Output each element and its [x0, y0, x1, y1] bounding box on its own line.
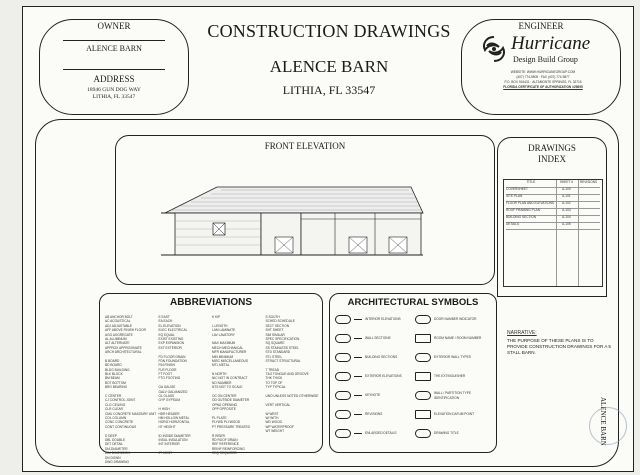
symbol-icon [335, 429, 351, 438]
abbreviation-item: ALT ALTERNATE [105, 341, 130, 346]
abbreviation-item: REQ REQUIRED [212, 451, 237, 456]
architectural-symbols-title: ARCHITECTURAL SYMBOLS [347, 297, 479, 308]
abbreviation-item: GYP GYPSUM [158, 398, 180, 403]
symbol-label: KEYNOTE [365, 393, 381, 398]
abbreviation-item: DWG DRAWING [105, 459, 129, 464]
address-label: ADDRESS [93, 74, 135, 84]
symbol-icon [415, 353, 431, 362]
abbreviation-item: AL ALUMINUM [105, 336, 127, 341]
abbreviation-item: WT WEIGHT [265, 429, 285, 434]
abbreviation-item: INT INTERIOR [158, 442, 180, 447]
abbreviation-item: W WEST [265, 411, 279, 416]
abbreviation-item: SCHED SCHEDULE [265, 319, 295, 324]
abbreviation-item: LAM LAMINATE [212, 328, 236, 333]
abbreviation-item: HDR HEADER [158, 411, 180, 416]
abbreviation-item: PT PRESSURE TREATED [212, 424, 250, 429]
symbol-icon [335, 372, 351, 381]
abbreviation-item: HT HEIGHT [158, 424, 176, 429]
symbol-icon [415, 410, 431, 419]
abbreviation-item: NIC NOT IN CONTRACT [212, 376, 248, 381]
abbreviation-item: ADJ ADJUSTABLE [105, 323, 133, 328]
abbreviation-item: FDN FOUNDATION [158, 358, 187, 363]
abbreviation-item: LAV LAVATORY [212, 332, 235, 337]
abbreviation-item: SIM SIMILAR [265, 332, 285, 337]
abbreviation-item: HORIZ HORIZONTAL [158, 420, 190, 425]
address-line-1: 18946 GUN DOG WAY [87, 87, 141, 93]
symbol-row-right [415, 334, 490, 343]
hurricane-logo-icon [479, 34, 509, 64]
abbreviation-item: DN DOWN [105, 455, 121, 460]
abbreviation-item: FT FOOT [158, 372, 173, 377]
symbol-label: THE EXTINGUISHER [434, 374, 466, 379]
project-location: LITHIA, FL 33547 [282, 83, 376, 97]
abbreviation-item: R RISER [212, 433, 225, 438]
symbol-row-left [335, 429, 396, 438]
symbol-row-left [335, 372, 402, 381]
abbreviation-item: SQ SQUARE [265, 341, 285, 346]
drawings-index-title-2: INDEX [538, 154, 566, 164]
abbreviation-item: STRUCT STRUCTURAL [265, 358, 301, 363]
abbreviation-item: K KIP [212, 315, 221, 319]
symbol-label: ROOM NAME / ROOM NUMBER [434, 336, 482, 341]
abbreviation-item: COL COLUMN [105, 415, 127, 420]
abbreviation-item: FD FLOOR DRAIN [158, 354, 186, 359]
symbol-label: EXTERIOR ELEVATIONS [365, 374, 402, 379]
abbreviation-item: CONC CONCRETE [105, 420, 134, 425]
abbreviation-item: OD OUTSIDE DIAMETER [212, 398, 250, 403]
table-row: SITE PLAN A-101 [506, 194, 600, 202]
abbreviation-item: OC ON CENTER [212, 394, 237, 399]
symbol-icon [335, 334, 351, 343]
abbreviation-item: WD WOOD [265, 420, 282, 425]
abbreviations-column [105, 315, 159, 464]
main-title: CONSTRUCTION DRAWINGS [207, 21, 451, 41]
abbreviation-item: MTL METAL [212, 363, 230, 368]
index-col-title: TITLE [526, 180, 536, 184]
abbreviations-column [212, 315, 266, 456]
abbreviation-item: NTS NOT TO SCALE [212, 385, 243, 390]
barn-elevation-drawing [161, 177, 423, 257]
symbol-row-right [415, 372, 490, 381]
abbreviation-item: REF REFERENCE [212, 442, 239, 447]
engineer-contact-4: FLORIDA CERTIFICATE OF AUTHORIZATION #29895 [503, 85, 583, 89]
leader-line-icon [354, 338, 362, 339]
abbreviation-item: EL ELEVATION [158, 323, 181, 328]
symbol-label: BUILDING SECTIONS [365, 355, 398, 360]
abbreviation-item: RD ROOF DRAIN [212, 437, 238, 442]
abbreviation-item: STD STANDARD [265, 350, 291, 355]
abbreviation-item: CMU CONCRETE MASONRY UNIT [105, 411, 157, 416]
symbol-label: DOOR NUMBER INDICATOR [434, 317, 477, 322]
engineer-contact-3: P.O. BOX 916431 · ALTAMONTE SPRINGS, FL 32716 [504, 80, 582, 84]
abbreviations-list [105, 315, 319, 464]
engineer-company: Hurricane [511, 33, 591, 54]
symbol-row-left [335, 353, 397, 362]
symbol-row-left [335, 334, 391, 343]
abbreviation-item: TYP TYPICAL [265, 385, 286, 390]
symbol-row-right [415, 391, 490, 400]
owner-label: OWNER [97, 21, 131, 31]
abbreviation-item: ID INSIDE DIAMETER [158, 433, 191, 438]
symbol-icon [415, 315, 431, 324]
drawings-index-table [503, 179, 603, 287]
abbreviation-item: DIM DIMENSION [105, 451, 130, 456]
abbreviation-item: VERT VERTICAL [265, 402, 291, 407]
symbol-row-right [415, 410, 490, 419]
abbreviation-item: GALV GALVANIZED [158, 389, 188, 394]
symbol-label: DRAWING TITLE [434, 431, 459, 436]
abbreviation-item: S SOUTH [265, 315, 280, 319]
abbreviation-item: OPNG OPENING [212, 402, 237, 407]
abbreviation-item: MFR MANUFACTURER [212, 350, 247, 355]
leader-line-icon [354, 376, 362, 377]
abbreviation-item: AGG AGGREGATE [105, 332, 133, 337]
abbreviation-item: STL STEEL [265, 354, 283, 359]
symbol-icon [335, 315, 351, 324]
abbreviation-item: JT JOINT [158, 451, 173, 456]
engineer-tagline: Design Build Group [513, 55, 578, 64]
abbreviation-item: BRG BEARING [105, 385, 128, 390]
abbreviations-title: ABBREVIATIONS [169, 297, 253, 308]
abbreviation-item: FIN FINISH [158, 363, 175, 368]
abbreviation-item: C CENTER [105, 394, 122, 399]
abbreviation-item: AC ACOUSTICAL [105, 319, 131, 324]
symbol-row-right [415, 315, 490, 324]
abbreviations-column [266, 315, 320, 434]
abbreviation-item: SHT SHEET [265, 328, 284, 333]
abbreviation-item: FTG FOOTING [158, 376, 181, 381]
engineer-contact-1: WEBSITE: WWW.HURRICANEGROUP.COM [510, 70, 576, 74]
abbreviation-item: MAX MAXIMUM [212, 341, 236, 346]
abbreviation-item: MISC MISCELLANEOUS [212, 358, 248, 363]
symbol-icon [415, 391, 431, 400]
symbol-icon [415, 429, 431, 438]
symbols-list [329, 313, 497, 449]
abbreviation-item: SECT SECTION [265, 323, 289, 328]
abbreviation-item: B BOARD [105, 358, 120, 363]
abbreviation-item: AB ANCHOR BOLT [105, 315, 133, 319]
abbreviation-item: WP WATERPROOF [265, 424, 294, 429]
abbreviation-item: INSUL INSULATION [158, 437, 188, 442]
leader-line-icon [354, 414, 362, 415]
seal-stamp [589, 407, 627, 445]
front-elevation-title: FRONT ELEVATION [264, 141, 346, 151]
abbreviation-item: DBL DOUBLE [105, 437, 126, 442]
abbreviation-item: THK THICK [265, 376, 283, 381]
abbreviation-item: EXT EXTERIOR [158, 345, 182, 350]
abbreviation-item: BLK BLOCK [105, 372, 123, 377]
abbreviation-item: MIN MINIMUM [212, 354, 234, 359]
abbreviation-item: D DEEP [105, 433, 117, 438]
owner-block [39, 19, 189, 115]
abbreviation-item: GL GLASS [158, 394, 175, 399]
owner-name: ALENCE BARN [86, 44, 142, 53]
engineer-label: ENGINEER [518, 21, 564, 31]
symbol-row-right [415, 353, 490, 362]
abbreviation-item: CLR CLEAR [105, 407, 123, 412]
side-sheet-label: ALENCE BARN [599, 397, 607, 446]
symbol-label: REVISIONS [365, 412, 383, 417]
abbreviation-item: H HIGH [158, 407, 170, 412]
abbreviation-item: N NORTH [212, 372, 227, 377]
abbreviation-item: OPP OPPOSITE [212, 407, 236, 412]
abbreviation-item: BD BOARD [105, 363, 122, 368]
abbreviation-item: BOT BOTTOM [105, 380, 126, 385]
abbreviation-item: NO NUMBER [212, 380, 232, 385]
symbol-label: ENLARGED DETAILS [365, 431, 397, 436]
symbol-label: WALL / PARTITION TYPE IDENTIFICATION [434, 391, 471, 400]
abbreviations-column [159, 315, 213, 456]
abbreviation-item: BLDG BUILDING [105, 367, 130, 372]
leader-line-icon [354, 357, 362, 358]
abbreviation-item: EA EACH [158, 319, 173, 324]
table-row: ROOF FRAMING PLAN A-103 [506, 208, 600, 216]
abbreviation-item: CONT CONTINUOUS [105, 424, 137, 429]
index-col-revisions: REVISIONS [579, 180, 598, 184]
drawing-sheet [22, 6, 634, 472]
symbol-label: INTERIOR ELEVATIONS [365, 317, 401, 322]
table-row: BUILDING SECTION A-104 [506, 215, 600, 223]
symbol-icon [415, 372, 431, 381]
abbreviation-item: BM BEAM [105, 376, 120, 381]
symbol-icon [415, 334, 431, 343]
abbreviation-item: EXIST EXISTING [158, 336, 184, 341]
table-row: DETAILS A-105 [506, 222, 600, 230]
index-col-sheet: SHEET # [559, 180, 574, 184]
abbreviation-item: DET DETAIL [105, 442, 124, 447]
abbreviation-item: CLG CEILING [105, 402, 126, 407]
symbol-icon [335, 410, 351, 419]
abbreviation-item: ELEC ELECTRICAL [158, 328, 188, 333]
abbreviation-item: T TREAD [265, 367, 280, 372]
symbol-icon [335, 353, 351, 362]
symbol-row-left [335, 391, 380, 400]
symbol-row-right [415, 429, 490, 438]
abbreviation-item: TO TOP OF [265, 380, 283, 385]
drawings-index-title-1: DRAWINGS [528, 143, 576, 153]
table-row: FLOOR PLAN AND ELEVATIONS A-102 [506, 201, 600, 209]
abbreviation-item: REINF REINFORCING [212, 446, 245, 451]
abbreviation-item: ARCH ARCHITECTURAL [105, 350, 142, 355]
abbreviation-item: EQ EQUAL [158, 332, 175, 337]
abbreviation-item: PL PLATE [212, 415, 227, 420]
abbreviation-item: UNO UNLESS NOTED OTHERWISE [265, 394, 319, 399]
address-line-2: LITHIA, FL 33547 [92, 94, 136, 100]
symbol-row-left [335, 410, 382, 419]
abbreviation-item: HM HOLLOW METAL [158, 415, 190, 420]
abbreviation-item: MECH MECHANICAL [212, 345, 244, 350]
abbreviation-item: E EAST [158, 315, 170, 319]
symbol-label: WALL SECTIONS [365, 336, 391, 341]
leader-line-icon [354, 319, 362, 320]
abbreviation-item: SS STAINLESS STEEL [265, 345, 299, 350]
abbreviation-item: FLR FLOOR [158, 367, 177, 372]
symbol-label: EXTERIOR WALL TYPES [434, 355, 471, 360]
narrative-heading: NARRATIVE: [507, 330, 537, 336]
leader-line-icon [354, 433, 362, 434]
symbol-row-left [335, 315, 401, 324]
abbreviation-item: PLYWD PLYWOOD [212, 420, 241, 425]
abbreviation-item: GA GAUGE [158, 385, 176, 390]
table-row: COVERSHEET A-100 [506, 187, 600, 195]
symbol-label: ELEVATION DATUM POINT [434, 412, 475, 417]
narrative-text: THE PURPOSE OF THESE PLANS IS TO PROVIDE CONSTRUCTION DRAWINGS FOR A 5 STALL BARN. [507, 338, 611, 355]
abbreviation-item: W/ WITH [265, 415, 279, 420]
abbreviation-item: EXP EXPANSION [158, 341, 185, 346]
leader-line-icon [354, 395, 362, 396]
project-name: ALENCE BARN [269, 57, 389, 76]
abbreviation-item: AFF ABOVE FINISH FLOOR [105, 328, 146, 333]
abbreviation-item: L LENGTH [212, 323, 228, 328]
abbreviation-item: APPROX APPROXIMATE [105, 345, 142, 350]
engineer-contact-2: (407) 774-9805 · FAX (407) 774-9877 [516, 75, 570, 79]
abbreviation-item: DIA DIAMETER [105, 446, 128, 451]
abbreviation-item: T&G TONGUE AND GROOVE [265, 372, 309, 377]
abbreviation-item: SPEC SPECIFICATION [265, 336, 300, 341]
symbol-icon [335, 391, 351, 400]
abbreviation-item: CJ CONTROL JOINT [105, 398, 136, 403]
